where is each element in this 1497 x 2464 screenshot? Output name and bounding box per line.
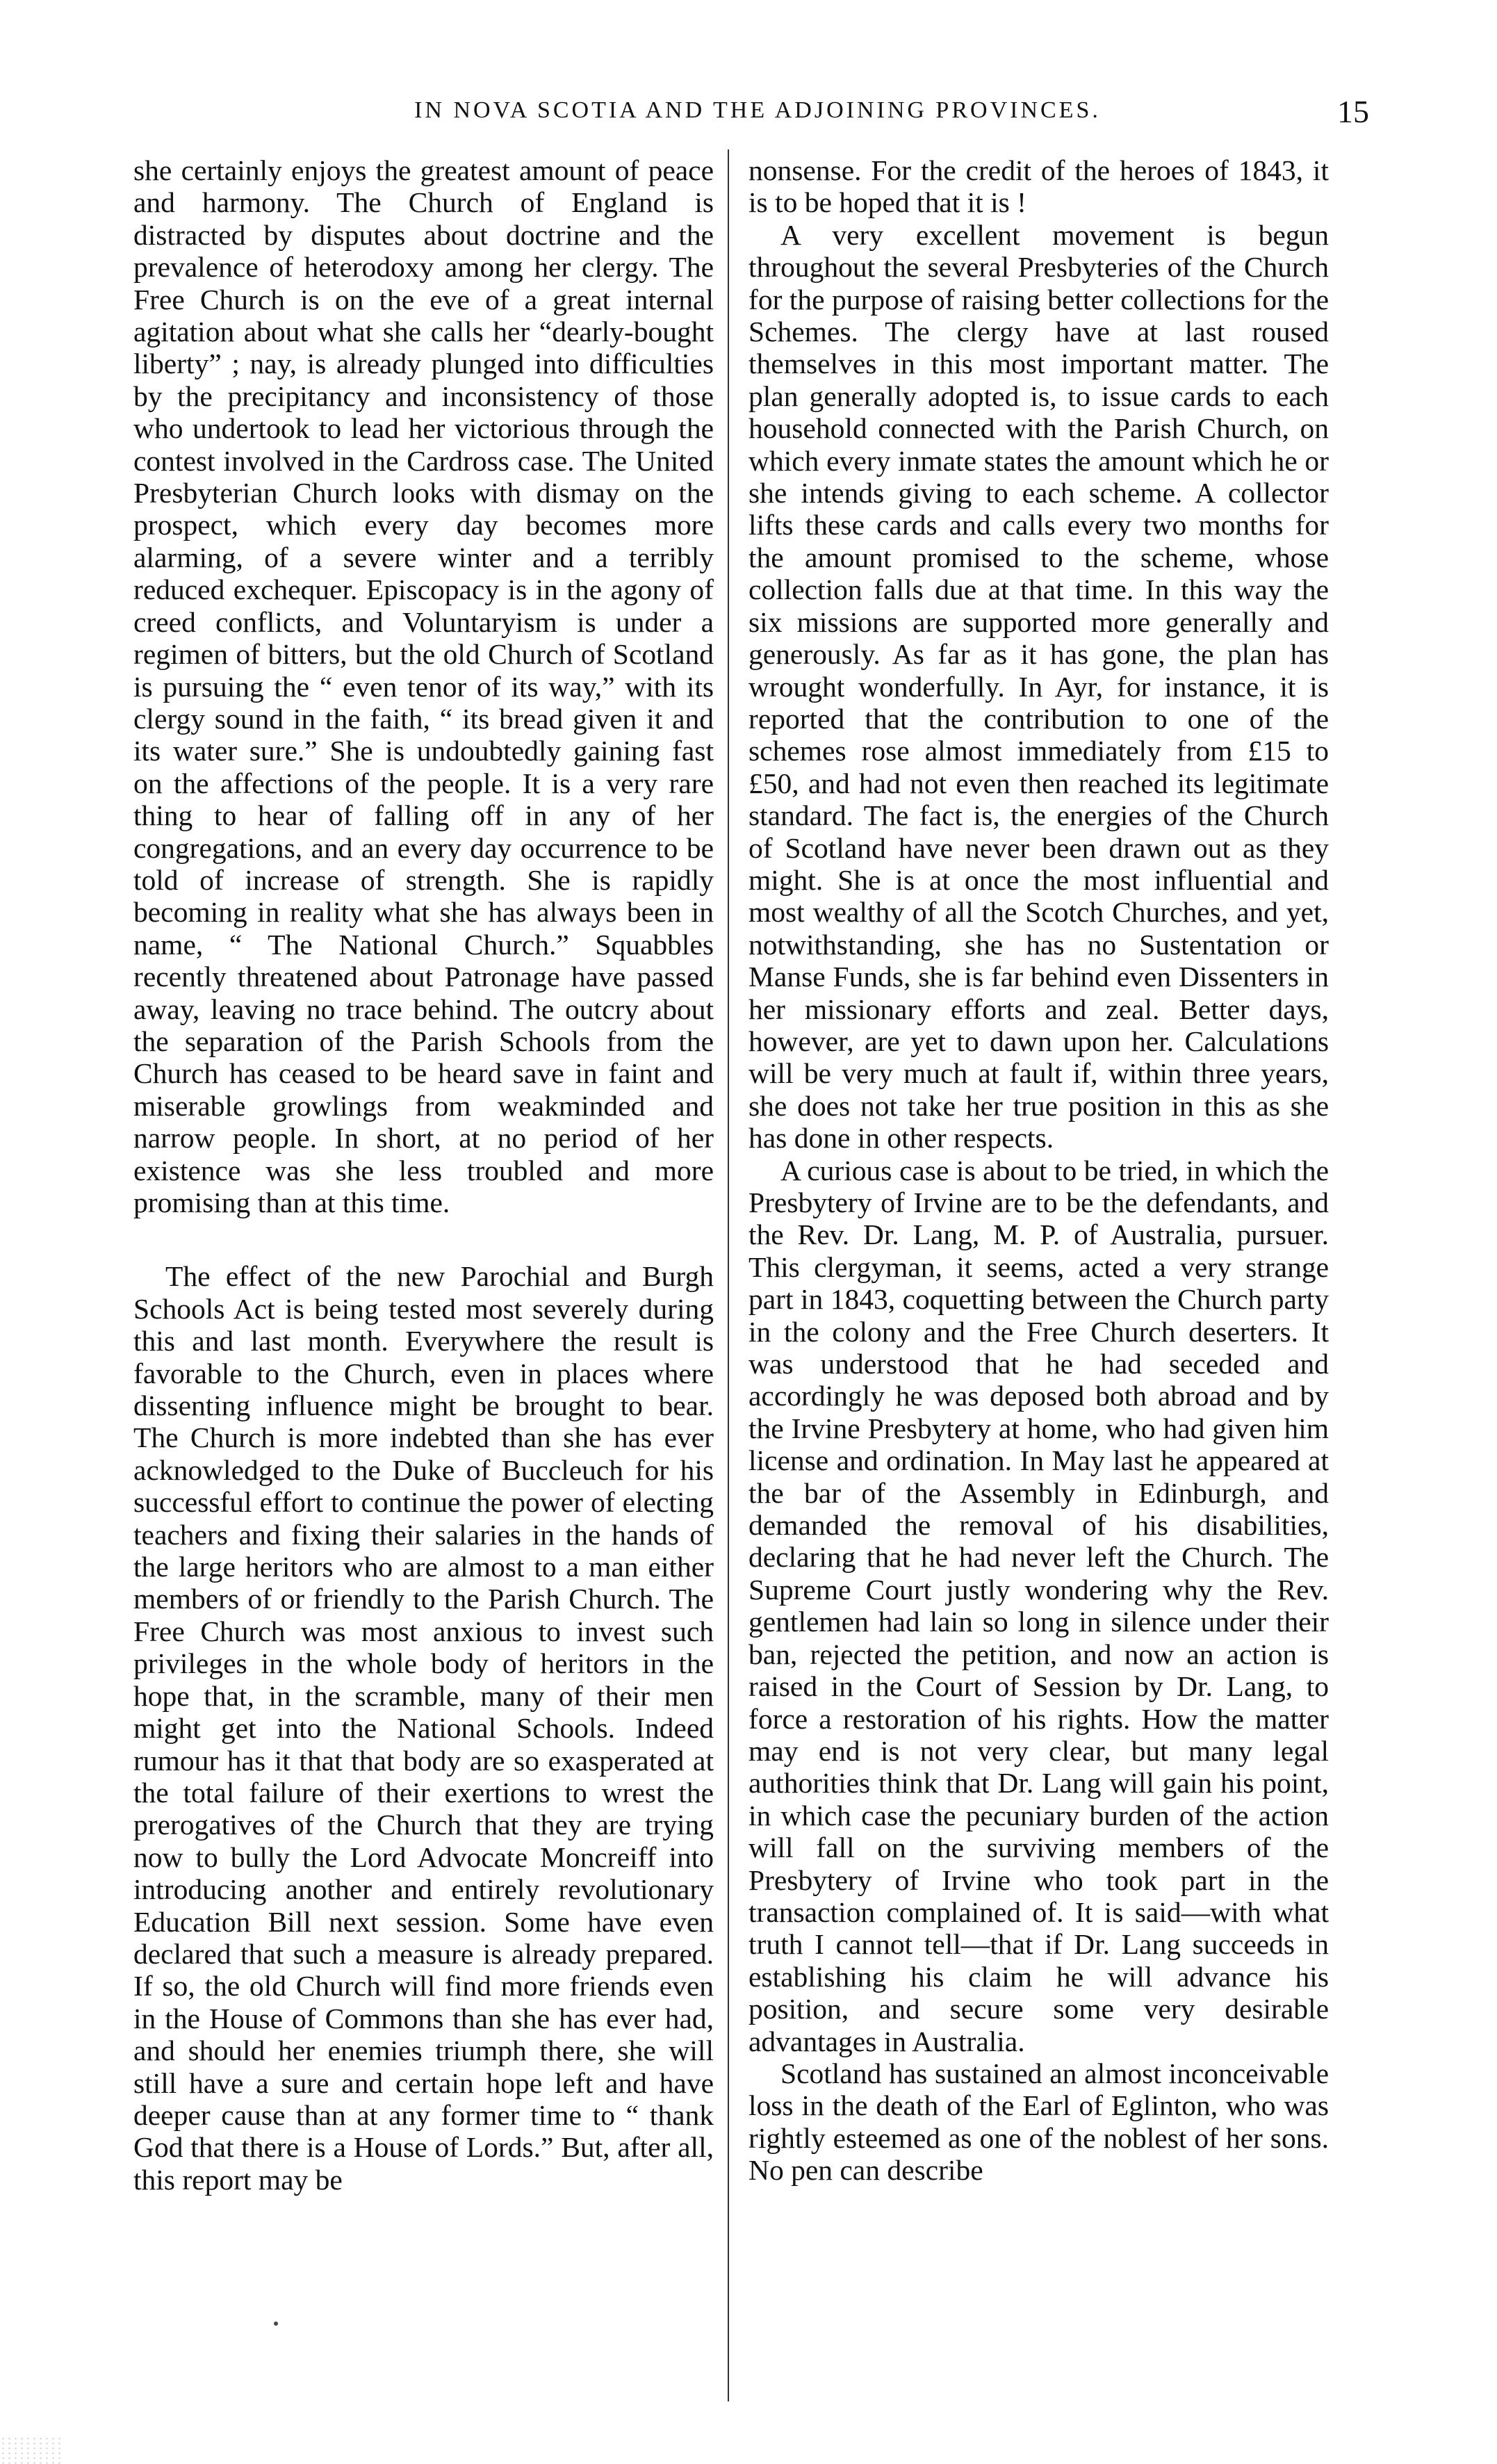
paragraph: nonsense. For the credit of the heroes of 1843, it is to be hoped that it is ! [749,154,1329,219]
page-number: 15 [1337,94,1369,129]
ink-speck [274,2322,278,2326]
running-title: IN NOVA SCOTIA AND THE ADJOINING PROVINCES. [414,97,1101,123]
left-column [133,154,714,2196]
running-head [146,94,1369,139]
column-divider [728,149,729,2401]
right-column [749,154,1329,2187]
paragraph: A curious case is about to be tried, in which the Presbytery of Irvine are to be the defendants, and the Rev. Dr. Lang, M. P. of Australia, pursuer. This clergyman, it seems, acted a very strange part in 1843, coquetting between the Church party in the colony and the Free Church deserters. It was understood that he had seceded and accordingly he was deposed both abroad and by the Irvine Presbytery at home, who had given him license and ordination. In May last he appeared at the bar of the Assembly in Edinburgh, and demanded the removal of his disabilities, declaring that he had never left the Church. The Supreme Court justly wondering why the Rev. gentlemen had lain so long in silence under their ban, rejected the petition, and now an action is raised in the Court of Session by Dr. Lang, to force a restoration of his rights. How the matter may end is not very clear, but many legal authorities think that Dr. Lang will gain his point, in which case the pecuniary burden of the action will fall on the surviving members of the Presbytery of Irvine who took part in the transaction complained of. It is said—with what truth I cannot tell—that if Dr. Lang succeeds in establishing his claim he will advance his position, and secure some very desirable advantages in Australia. [749,1154,1329,2057]
paragraph: The effect of the new Parochial and Burgh Schools Act is being tested most severely during this and last month. Everywhere the result is favorable to the Church, even in places where dissenting influence might be brought to bear. The Church is more indebted than she has ever acknowledged to the Duke of Buccleuch for his successful effort to continue the power of electing teachers and fixing their salaries in the hands of the large heritors who are almost to a man either members of or friendly to the Parish Church. The Free Church was most anxious to invest such privileges in the whole body of heritors in the hope that, in the scramble, many of their men might get into the National Schools. Indeed rumour has it that that body are so exasperated at the total failure of their exertions to wrest the prerogatives of the Church that they are trying now to bully the Lord Advocate Moncreiff into introducing another and entirely revolutionary Education Bill next session. Some have even declared that such a measure is already prepared. If so, the old Church will find more friends even in the House of Commons than she has ever had, and should her enemies triumph there, she will still have a sure and certain hope left and have deeper cause than at any former time to “ thank God that there is a House of Lords.” But, after all, this report may be [133,1260,714,2196]
paragraph: Scotland has sustained an almost inconceivable loss in the death of the Earl of Eglinton, who was rightly esteemed as one of the noblest of her sons. No pen can describe [749,2057,1329,2187]
paragraph: she certainly enjoys the greatest amount of peace and harmony. The Church of England is distracted by disputes about doctrine and the prevalence of heterodoxy among her clergy. The Free Church is on the eve of a great internal agitation about what she calls her “dearly-bought liberty” ; nay, is already plunged into difficulties by the precipitancy and inconsistency of those who undertook to lead her victorious through the contest involved in the Cardross case. The United Presbyterian Church looks with dismay on the prospect, which every day becomes more alarming, of a severe winter and a terribly reduced exchequer. Episcopacy is in the agony of creed conflicts, and Voluntaryism is under a regimen of bitters, but the old Church of Scotland is pursuing the “ even tenor of its way,” with its clergy sound in the faith, “ its bread given it and its water sure.” She is undoubtedly gaining fast on the affections of the people. It is a very rare thing to hear of falling off in any of her congregations, and an every day occurrence to be told of increase of strength. She is rapidly becoming in reality what she has always been in name, “ The National Church.” Squabbles recently threatened about Patronage have passed away, leaving no trace behind. The outcry about the separation of the Parish Schools from the Church has ceased to be heard save in faint and miserable growlings from weakminded and narrow people. In short, at no period of her existence was she less troubled and more promising than at this time. [133,154,714,1218]
scan-noise [0,2436,63,2464]
paragraph: A very excellent movement is begun throughout the several Presbyteries of the Church for the purpose of raising better collections for the Schemes. The clergy have at last roused themselves in this most important matter. The plan generally adopted is, to issue cards to each household connected with the Parish Church, on which every inmate states the amount which he or she intends giving to each scheme. A collector lifts these cards and calls every two months for the amount promised to the scheme, whose collection falls due at that time. In this way the six missions are supported more generally and generously. As far as it has gone, the plan has wrought wonderfully. In Ayr, for instance, it is reported that the contribution to one of the schemes rose almost immediately from £15 to £50, and had not even then reached its legitimate standard. The fact is, the energies of the Church of Scotland have never been drawn out as they might. She is at once the most influential and most wealthy of all the Scotch Churches, and yet, notwithstanding, she has no Sustentation or Manse Funds, she is far behind even Dissenters in her missionary efforts and zeal. Better days, however, are yet to dawn upon her. Calculations will be very much at fault if, within three years, she does not take her true position in this as she has done in other respects. [749,218,1329,1155]
